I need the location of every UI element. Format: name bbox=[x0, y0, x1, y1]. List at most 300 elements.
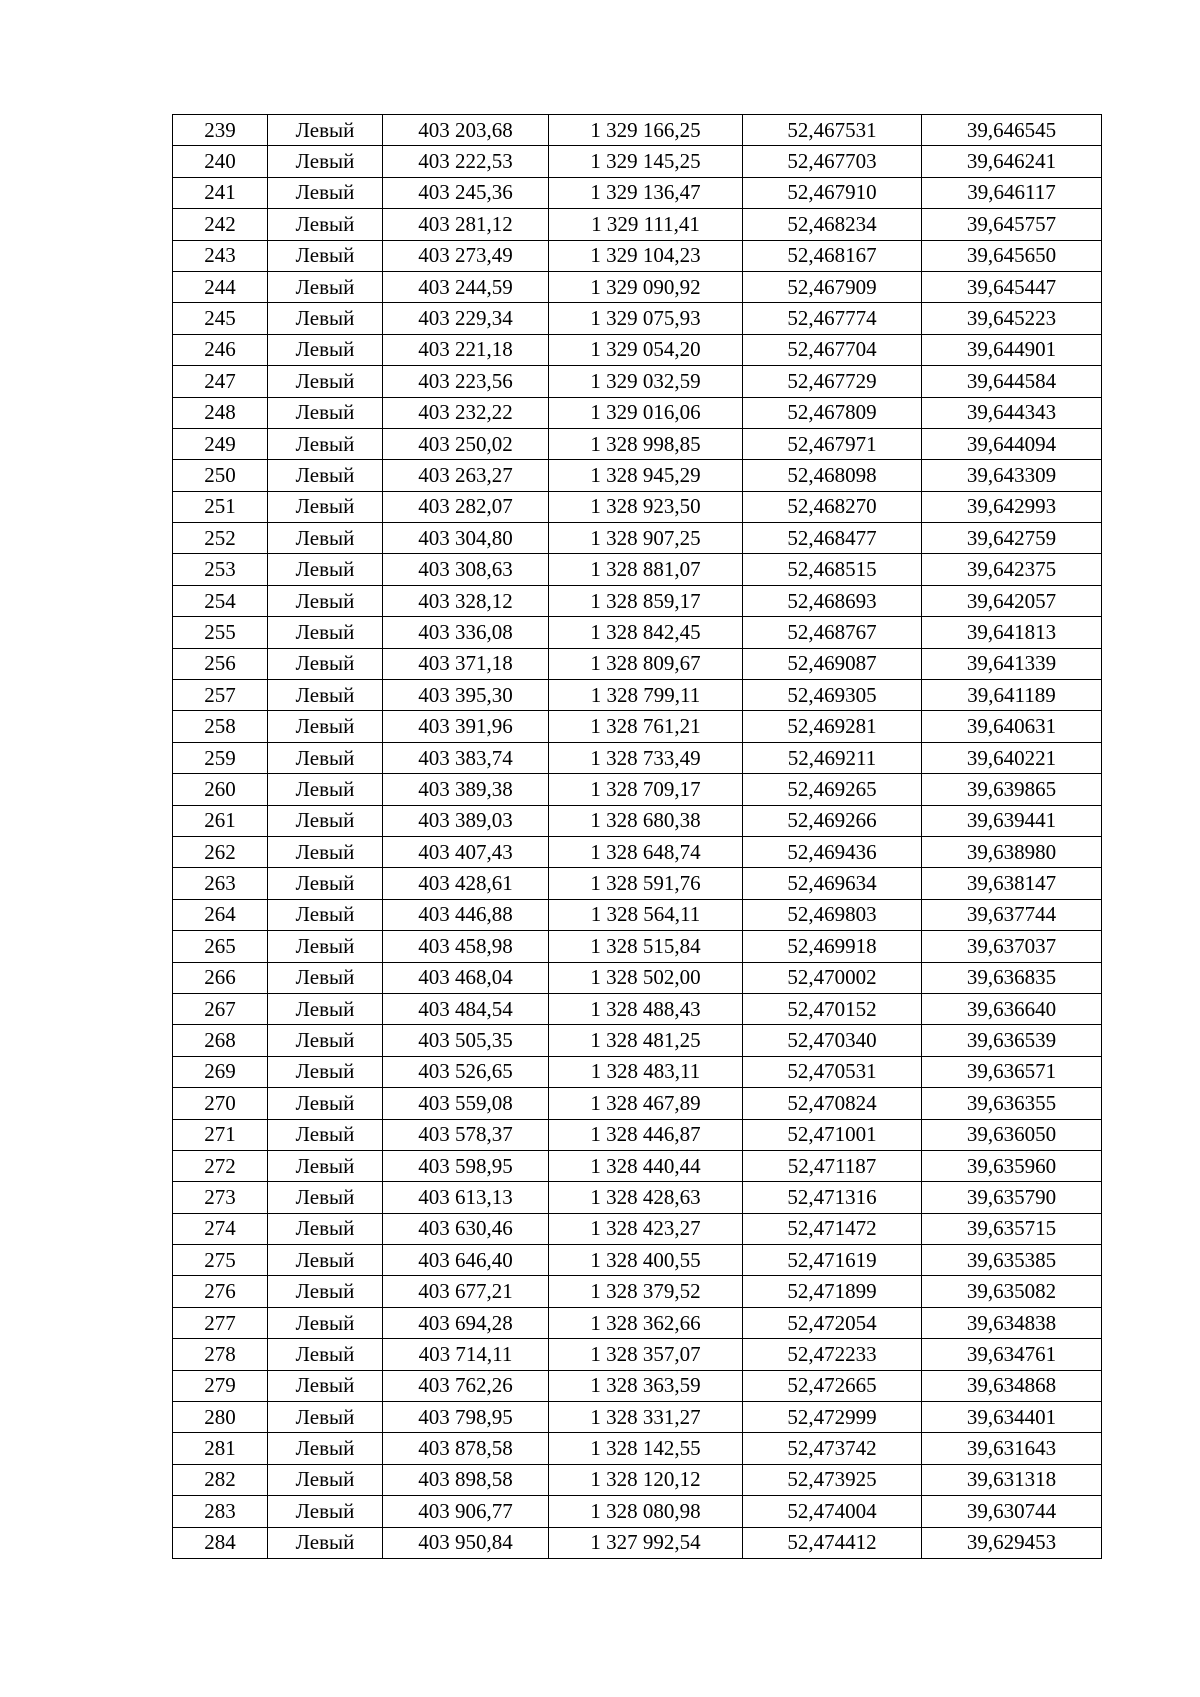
table-row bbox=[173, 1088, 1102, 1119]
table-row bbox=[173, 1433, 1102, 1464]
latitude-cell: 52,468270 bbox=[743, 491, 922, 522]
point-number-cell: 242 bbox=[173, 209, 268, 240]
x-coordinate-cell: 403 630,46 bbox=[383, 1213, 549, 1244]
latitude-cell: 52,469634 bbox=[743, 868, 922, 899]
side-cell: Левый bbox=[268, 1182, 383, 1213]
longitude-cell: 39,637037 bbox=[922, 931, 1102, 962]
table-row bbox=[173, 774, 1102, 805]
table-row bbox=[173, 585, 1102, 616]
side-cell: Левый bbox=[268, 1527, 383, 1558]
x-coordinate-cell: 403 203,68 bbox=[383, 115, 549, 146]
x-coordinate-cell: 403 328,12 bbox=[383, 585, 549, 616]
longitude-cell: 39,645447 bbox=[922, 271, 1102, 302]
y-coordinate-cell: 1 328 428,63 bbox=[549, 1182, 743, 1213]
table-row bbox=[173, 397, 1102, 428]
side-cell: Левый bbox=[268, 868, 383, 899]
side-cell: Левый bbox=[268, 774, 383, 805]
latitude-cell: 52,468767 bbox=[743, 617, 922, 648]
x-coordinate-cell: 403 458,98 bbox=[383, 931, 549, 962]
table-row bbox=[173, 460, 1102, 491]
longitude-cell: 39,641339 bbox=[922, 648, 1102, 679]
table-row bbox=[173, 680, 1102, 711]
x-coordinate-cell: 403 308,63 bbox=[383, 554, 549, 585]
side-cell: Левый bbox=[268, 366, 383, 397]
point-number-cell: 270 bbox=[173, 1088, 268, 1119]
x-coordinate-cell: 403 798,95 bbox=[383, 1402, 549, 1433]
latitude-cell: 52,469087 bbox=[743, 648, 922, 679]
longitude-cell: 39,635385 bbox=[922, 1245, 1102, 1276]
table-row bbox=[173, 617, 1102, 648]
x-coordinate-cell: 403 526,65 bbox=[383, 1056, 549, 1087]
side-cell: Левый bbox=[268, 617, 383, 648]
point-number-cell: 247 bbox=[173, 366, 268, 397]
point-number-cell: 249 bbox=[173, 428, 268, 459]
longitude-cell: 39,638147 bbox=[922, 868, 1102, 899]
side-cell: Левый bbox=[268, 554, 383, 585]
table-row bbox=[173, 1119, 1102, 1150]
longitude-cell: 39,641189 bbox=[922, 680, 1102, 711]
x-coordinate-cell: 403 906,77 bbox=[383, 1496, 549, 1527]
point-number-cell: 272 bbox=[173, 1150, 268, 1181]
latitude-cell: 52,472999 bbox=[743, 1402, 922, 1433]
side-cell: Левый bbox=[268, 805, 383, 836]
side-cell: Левый bbox=[268, 428, 383, 459]
table-row bbox=[173, 962, 1102, 993]
longitude-cell: 39,634868 bbox=[922, 1370, 1102, 1401]
y-coordinate-cell: 1 329 016,06 bbox=[549, 397, 743, 428]
latitude-cell: 52,470824 bbox=[743, 1088, 922, 1119]
longitude-cell: 39,629453 bbox=[922, 1527, 1102, 1558]
point-number-cell: 259 bbox=[173, 742, 268, 773]
table-row bbox=[173, 805, 1102, 836]
table-row bbox=[173, 271, 1102, 302]
side-cell: Левый bbox=[268, 1464, 383, 1495]
longitude-cell: 39,645650 bbox=[922, 240, 1102, 271]
x-coordinate-cell: 403 407,43 bbox=[383, 836, 549, 867]
point-number-cell: 262 bbox=[173, 836, 268, 867]
side-cell: Левый bbox=[268, 397, 383, 428]
side-cell: Левый bbox=[268, 1496, 383, 1527]
table-row bbox=[173, 209, 1102, 240]
point-number-cell: 274 bbox=[173, 1213, 268, 1244]
longitude-cell: 39,636640 bbox=[922, 993, 1102, 1024]
point-number-cell: 263 bbox=[173, 868, 268, 899]
x-coordinate-cell: 403 336,08 bbox=[383, 617, 549, 648]
point-number-cell: 268 bbox=[173, 1025, 268, 1056]
latitude-cell: 52,469305 bbox=[743, 680, 922, 711]
side-cell: Левый bbox=[268, 240, 383, 271]
y-coordinate-cell: 1 328 761,21 bbox=[549, 711, 743, 742]
point-number-cell: 278 bbox=[173, 1339, 268, 1370]
side-cell: Левый bbox=[268, 836, 383, 867]
x-coordinate-cell: 403 694,28 bbox=[383, 1307, 549, 1338]
latitude-cell: 52,468098 bbox=[743, 460, 922, 491]
latitude-cell: 52,471001 bbox=[743, 1119, 922, 1150]
latitude-cell: 52,467971 bbox=[743, 428, 922, 459]
y-coordinate-cell: 1 328 467,89 bbox=[549, 1088, 743, 1119]
y-coordinate-cell: 1 329 075,93 bbox=[549, 303, 743, 334]
longitude-cell: 39,644584 bbox=[922, 366, 1102, 397]
point-number-cell: 264 bbox=[173, 899, 268, 930]
latitude-cell: 52,471187 bbox=[743, 1150, 922, 1181]
table-row bbox=[173, 931, 1102, 962]
latitude-cell: 52,469918 bbox=[743, 931, 922, 962]
longitude-cell: 39,630744 bbox=[922, 1496, 1102, 1527]
y-coordinate-cell: 1 329 166,25 bbox=[549, 115, 743, 146]
table-row bbox=[173, 554, 1102, 585]
latitude-cell: 52,469281 bbox=[743, 711, 922, 742]
side-cell: Левый bbox=[268, 209, 383, 240]
table-row bbox=[173, 177, 1102, 208]
latitude-cell: 52,467909 bbox=[743, 271, 922, 302]
point-number-cell: 240 bbox=[173, 146, 268, 177]
longitude-cell: 39,631643 bbox=[922, 1433, 1102, 1464]
y-coordinate-cell: 1 328 564,11 bbox=[549, 899, 743, 930]
side-cell: Левый bbox=[268, 460, 383, 491]
longitude-cell: 39,640631 bbox=[922, 711, 1102, 742]
longitude-cell: 39,636835 bbox=[922, 962, 1102, 993]
table-row bbox=[173, 115, 1102, 146]
x-coordinate-cell: 403 646,40 bbox=[383, 1245, 549, 1276]
y-coordinate-cell: 1 328 488,43 bbox=[549, 993, 743, 1024]
longitude-cell: 39,635715 bbox=[922, 1213, 1102, 1244]
latitude-cell: 52,469265 bbox=[743, 774, 922, 805]
point-number-cell: 279 bbox=[173, 1370, 268, 1401]
longitude-cell: 39,645757 bbox=[922, 209, 1102, 240]
x-coordinate-cell: 403 389,38 bbox=[383, 774, 549, 805]
y-coordinate-cell: 1 328 809,67 bbox=[549, 648, 743, 679]
point-number-cell: 281 bbox=[173, 1433, 268, 1464]
longitude-cell: 39,644094 bbox=[922, 428, 1102, 459]
y-coordinate-cell: 1 328 363,59 bbox=[549, 1370, 743, 1401]
side-cell: Левый bbox=[268, 1402, 383, 1433]
y-coordinate-cell: 1 328 446,87 bbox=[549, 1119, 743, 1150]
table-row bbox=[173, 1182, 1102, 1213]
side-cell: Левый bbox=[268, 1213, 383, 1244]
latitude-cell: 52,474412 bbox=[743, 1527, 922, 1558]
table-row bbox=[173, 1402, 1102, 1433]
x-coordinate-cell: 403 371,18 bbox=[383, 648, 549, 679]
latitude-cell: 52,470002 bbox=[743, 962, 922, 993]
x-coordinate-cell: 403 559,08 bbox=[383, 1088, 549, 1119]
longitude-cell: 39,635082 bbox=[922, 1276, 1102, 1307]
x-coordinate-cell: 403 505,35 bbox=[383, 1025, 549, 1056]
longitude-cell: 39,636539 bbox=[922, 1025, 1102, 1056]
y-coordinate-cell: 1 329 136,47 bbox=[549, 177, 743, 208]
point-number-cell: 245 bbox=[173, 303, 268, 334]
y-coordinate-cell: 1 329 104,23 bbox=[549, 240, 743, 271]
x-coordinate-cell: 403 468,04 bbox=[383, 962, 549, 993]
point-number-cell: 261 bbox=[173, 805, 268, 836]
point-number-cell: 258 bbox=[173, 711, 268, 742]
point-number-cell: 267 bbox=[173, 993, 268, 1024]
side-cell: Левый bbox=[268, 711, 383, 742]
side-cell: Левый bbox=[268, 1088, 383, 1119]
latitude-cell: 52,473742 bbox=[743, 1433, 922, 1464]
point-number-cell: 251 bbox=[173, 491, 268, 522]
x-coordinate-cell: 403 229,34 bbox=[383, 303, 549, 334]
point-number-cell: 284 bbox=[173, 1527, 268, 1558]
latitude-cell: 52,469436 bbox=[743, 836, 922, 867]
latitude-cell: 52,473925 bbox=[743, 1464, 922, 1495]
x-coordinate-cell: 403 281,12 bbox=[383, 209, 549, 240]
x-coordinate-cell: 403 428,61 bbox=[383, 868, 549, 899]
y-coordinate-cell: 1 329 090,92 bbox=[549, 271, 743, 302]
table-row bbox=[173, 146, 1102, 177]
latitude-cell: 52,470531 bbox=[743, 1056, 922, 1087]
side-cell: Левый bbox=[268, 146, 383, 177]
y-coordinate-cell: 1 328 142,55 bbox=[549, 1433, 743, 1464]
x-coordinate-cell: 403 232,22 bbox=[383, 397, 549, 428]
y-coordinate-cell: 1 328 440,44 bbox=[549, 1150, 743, 1181]
side-cell: Левый bbox=[268, 177, 383, 208]
point-number-cell: 255 bbox=[173, 617, 268, 648]
point-number-cell: 243 bbox=[173, 240, 268, 271]
y-coordinate-cell: 1 328 357,07 bbox=[549, 1339, 743, 1370]
table-row bbox=[173, 1213, 1102, 1244]
latitude-cell: 52,468167 bbox=[743, 240, 922, 271]
table-row bbox=[173, 334, 1102, 365]
latitude-cell: 52,467809 bbox=[743, 397, 922, 428]
latitude-cell: 52,471899 bbox=[743, 1276, 922, 1307]
longitude-cell: 39,635790 bbox=[922, 1182, 1102, 1213]
longitude-cell: 39,646241 bbox=[922, 146, 1102, 177]
x-coordinate-cell: 403 245,36 bbox=[383, 177, 549, 208]
y-coordinate-cell: 1 329 054,20 bbox=[549, 334, 743, 365]
point-number-cell: 241 bbox=[173, 177, 268, 208]
x-coordinate-cell: 403 762,26 bbox=[383, 1370, 549, 1401]
longitude-cell: 39,642375 bbox=[922, 554, 1102, 585]
table-row bbox=[173, 491, 1102, 522]
latitude-cell: 52,468693 bbox=[743, 585, 922, 616]
point-number-cell: 252 bbox=[173, 523, 268, 554]
y-coordinate-cell: 1 328 379,52 bbox=[549, 1276, 743, 1307]
table-row bbox=[173, 1276, 1102, 1307]
point-number-cell: 275 bbox=[173, 1245, 268, 1276]
y-coordinate-cell: 1 328 080,98 bbox=[549, 1496, 743, 1527]
side-cell: Левый bbox=[268, 993, 383, 1024]
longitude-cell: 39,634838 bbox=[922, 1307, 1102, 1338]
coordinates-table bbox=[172, 114, 1102, 1559]
latitude-cell: 52,472233 bbox=[743, 1339, 922, 1370]
side-cell: Левый bbox=[268, 931, 383, 962]
table-row bbox=[173, 1307, 1102, 1338]
latitude-cell: 52,467703 bbox=[743, 146, 922, 177]
longitude-cell: 39,644901 bbox=[922, 334, 1102, 365]
table-row bbox=[173, 1056, 1102, 1087]
x-coordinate-cell: 403 389,03 bbox=[383, 805, 549, 836]
point-number-cell: 282 bbox=[173, 1464, 268, 1495]
side-cell: Левый bbox=[268, 742, 383, 773]
table-row bbox=[173, 711, 1102, 742]
side-cell: Левый bbox=[268, 1276, 383, 1307]
x-coordinate-cell: 403 223,56 bbox=[383, 366, 549, 397]
longitude-cell: 39,642993 bbox=[922, 491, 1102, 522]
x-coordinate-cell: 403 304,80 bbox=[383, 523, 549, 554]
table-row bbox=[173, 899, 1102, 930]
table-row bbox=[173, 1245, 1102, 1276]
point-number-cell: 254 bbox=[173, 585, 268, 616]
longitude-cell: 39,639441 bbox=[922, 805, 1102, 836]
latitude-cell: 52,468234 bbox=[743, 209, 922, 240]
longitude-cell: 39,645223 bbox=[922, 303, 1102, 334]
y-coordinate-cell: 1 328 120,12 bbox=[549, 1464, 743, 1495]
x-coordinate-cell: 403 383,74 bbox=[383, 742, 549, 773]
table-row bbox=[173, 428, 1102, 459]
latitude-cell: 52,467910 bbox=[743, 177, 922, 208]
longitude-cell: 39,642057 bbox=[922, 585, 1102, 616]
table-row bbox=[173, 1150, 1102, 1181]
table-row bbox=[173, 523, 1102, 554]
latitude-cell: 52,469266 bbox=[743, 805, 922, 836]
point-number-cell: 271 bbox=[173, 1119, 268, 1150]
side-cell: Левый bbox=[268, 334, 383, 365]
coordinates-table-body bbox=[173, 115, 1102, 1559]
latitude-cell: 52,467774 bbox=[743, 303, 922, 334]
latitude-cell: 52,470340 bbox=[743, 1025, 922, 1056]
side-cell: Левый bbox=[268, 1056, 383, 1087]
point-number-cell: 257 bbox=[173, 680, 268, 711]
longitude-cell: 39,641813 bbox=[922, 617, 1102, 648]
point-number-cell: 265 bbox=[173, 931, 268, 962]
table-row bbox=[173, 1464, 1102, 1495]
longitude-cell: 39,646545 bbox=[922, 115, 1102, 146]
point-number-cell: 250 bbox=[173, 460, 268, 491]
side-cell: Левый bbox=[268, 1307, 383, 1338]
y-coordinate-cell: 1 328 648,74 bbox=[549, 836, 743, 867]
x-coordinate-cell: 403 677,21 bbox=[383, 1276, 549, 1307]
longitude-cell: 39,642759 bbox=[922, 523, 1102, 554]
point-number-cell: 273 bbox=[173, 1182, 268, 1213]
side-cell: Левый bbox=[268, 1119, 383, 1150]
x-coordinate-cell: 403 221,18 bbox=[383, 334, 549, 365]
point-number-cell: 276 bbox=[173, 1276, 268, 1307]
x-coordinate-cell: 403 598,95 bbox=[383, 1150, 549, 1181]
point-number-cell: 246 bbox=[173, 334, 268, 365]
y-coordinate-cell: 1 328 709,17 bbox=[549, 774, 743, 805]
latitude-cell: 52,471472 bbox=[743, 1213, 922, 1244]
y-coordinate-cell: 1 329 032,59 bbox=[549, 366, 743, 397]
longitude-cell: 39,646117 bbox=[922, 177, 1102, 208]
point-number-cell: 260 bbox=[173, 774, 268, 805]
y-coordinate-cell: 1 328 362,66 bbox=[549, 1307, 743, 1338]
y-coordinate-cell: 1 328 483,11 bbox=[549, 1056, 743, 1087]
table-row bbox=[173, 1339, 1102, 1370]
side-cell: Левый bbox=[268, 899, 383, 930]
side-cell: Левый bbox=[268, 962, 383, 993]
x-coordinate-cell: 403 578,37 bbox=[383, 1119, 549, 1150]
y-coordinate-cell: 1 328 923,50 bbox=[549, 491, 743, 522]
x-coordinate-cell: 403 391,96 bbox=[383, 711, 549, 742]
table-row bbox=[173, 648, 1102, 679]
latitude-cell: 52,468515 bbox=[743, 554, 922, 585]
x-coordinate-cell: 403 950,84 bbox=[383, 1527, 549, 1558]
longitude-cell: 39,636571 bbox=[922, 1056, 1102, 1087]
y-coordinate-cell: 1 328 502,00 bbox=[549, 962, 743, 993]
side-cell: Левый bbox=[268, 1025, 383, 1056]
side-cell: Левый bbox=[268, 523, 383, 554]
x-coordinate-cell: 403 878,58 bbox=[383, 1433, 549, 1464]
side-cell: Левый bbox=[268, 303, 383, 334]
longitude-cell: 39,640221 bbox=[922, 742, 1102, 773]
table-row bbox=[173, 303, 1102, 334]
y-coordinate-cell: 1 328 481,25 bbox=[549, 1025, 743, 1056]
longitude-cell: 39,638980 bbox=[922, 836, 1102, 867]
y-coordinate-cell: 1 328 331,27 bbox=[549, 1402, 743, 1433]
side-cell: Левый bbox=[268, 115, 383, 146]
longitude-cell: 39,643309 bbox=[922, 460, 1102, 491]
side-cell: Левый bbox=[268, 680, 383, 711]
longitude-cell: 39,637744 bbox=[922, 899, 1102, 930]
y-coordinate-cell: 1 328 945,29 bbox=[549, 460, 743, 491]
table-row bbox=[173, 836, 1102, 867]
table-row bbox=[173, 1370, 1102, 1401]
point-number-cell: 277 bbox=[173, 1307, 268, 1338]
y-coordinate-cell: 1 328 881,07 bbox=[549, 554, 743, 585]
longitude-cell: 39,644343 bbox=[922, 397, 1102, 428]
latitude-cell: 52,468477 bbox=[743, 523, 922, 554]
point-number-cell: 266 bbox=[173, 962, 268, 993]
point-number-cell: 280 bbox=[173, 1402, 268, 1433]
longitude-cell: 39,636050 bbox=[922, 1119, 1102, 1150]
y-coordinate-cell: 1 329 145,25 bbox=[549, 146, 743, 177]
table-row bbox=[173, 868, 1102, 899]
x-coordinate-cell: 403 446,88 bbox=[383, 899, 549, 930]
point-number-cell: 256 bbox=[173, 648, 268, 679]
y-coordinate-cell: 1 328 799,11 bbox=[549, 680, 743, 711]
latitude-cell: 52,469211 bbox=[743, 742, 922, 773]
point-number-cell: 248 bbox=[173, 397, 268, 428]
x-coordinate-cell: 403 244,59 bbox=[383, 271, 549, 302]
x-coordinate-cell: 403 282,07 bbox=[383, 491, 549, 522]
x-coordinate-cell: 403 613,13 bbox=[383, 1182, 549, 1213]
table-row bbox=[173, 366, 1102, 397]
x-coordinate-cell: 403 714,11 bbox=[383, 1339, 549, 1370]
y-coordinate-cell: 1 328 423,27 bbox=[549, 1213, 743, 1244]
point-number-cell: 253 bbox=[173, 554, 268, 585]
latitude-cell: 52,467729 bbox=[743, 366, 922, 397]
latitude-cell: 52,472054 bbox=[743, 1307, 922, 1338]
table-row bbox=[173, 240, 1102, 271]
y-coordinate-cell: 1 328 515,84 bbox=[549, 931, 743, 962]
latitude-cell: 52,474004 bbox=[743, 1496, 922, 1527]
y-coordinate-cell: 1 327 992,54 bbox=[549, 1527, 743, 1558]
table-row bbox=[173, 1527, 1102, 1558]
longitude-cell: 39,634761 bbox=[922, 1339, 1102, 1370]
y-coordinate-cell: 1 328 859,17 bbox=[549, 585, 743, 616]
y-coordinate-cell: 1 328 680,38 bbox=[549, 805, 743, 836]
side-cell: Левый bbox=[268, 271, 383, 302]
side-cell: Левый bbox=[268, 585, 383, 616]
side-cell: Левый bbox=[268, 1150, 383, 1181]
side-cell: Левый bbox=[268, 491, 383, 522]
table-row bbox=[173, 1025, 1102, 1056]
y-coordinate-cell: 1 328 907,25 bbox=[549, 523, 743, 554]
y-coordinate-cell: 1 328 842,45 bbox=[549, 617, 743, 648]
latitude-cell: 52,467531 bbox=[743, 115, 922, 146]
latitude-cell: 52,467704 bbox=[743, 334, 922, 365]
latitude-cell: 52,472665 bbox=[743, 1370, 922, 1401]
y-coordinate-cell: 1 328 733,49 bbox=[549, 742, 743, 773]
y-coordinate-cell: 1 328 400,55 bbox=[549, 1245, 743, 1276]
x-coordinate-cell: 403 273,49 bbox=[383, 240, 549, 271]
x-coordinate-cell: 403 222,53 bbox=[383, 146, 549, 177]
latitude-cell: 52,471619 bbox=[743, 1245, 922, 1276]
table-row bbox=[173, 742, 1102, 773]
latitude-cell: 52,470152 bbox=[743, 993, 922, 1024]
longitude-cell: 39,639865 bbox=[922, 774, 1102, 805]
table-row bbox=[173, 1496, 1102, 1527]
